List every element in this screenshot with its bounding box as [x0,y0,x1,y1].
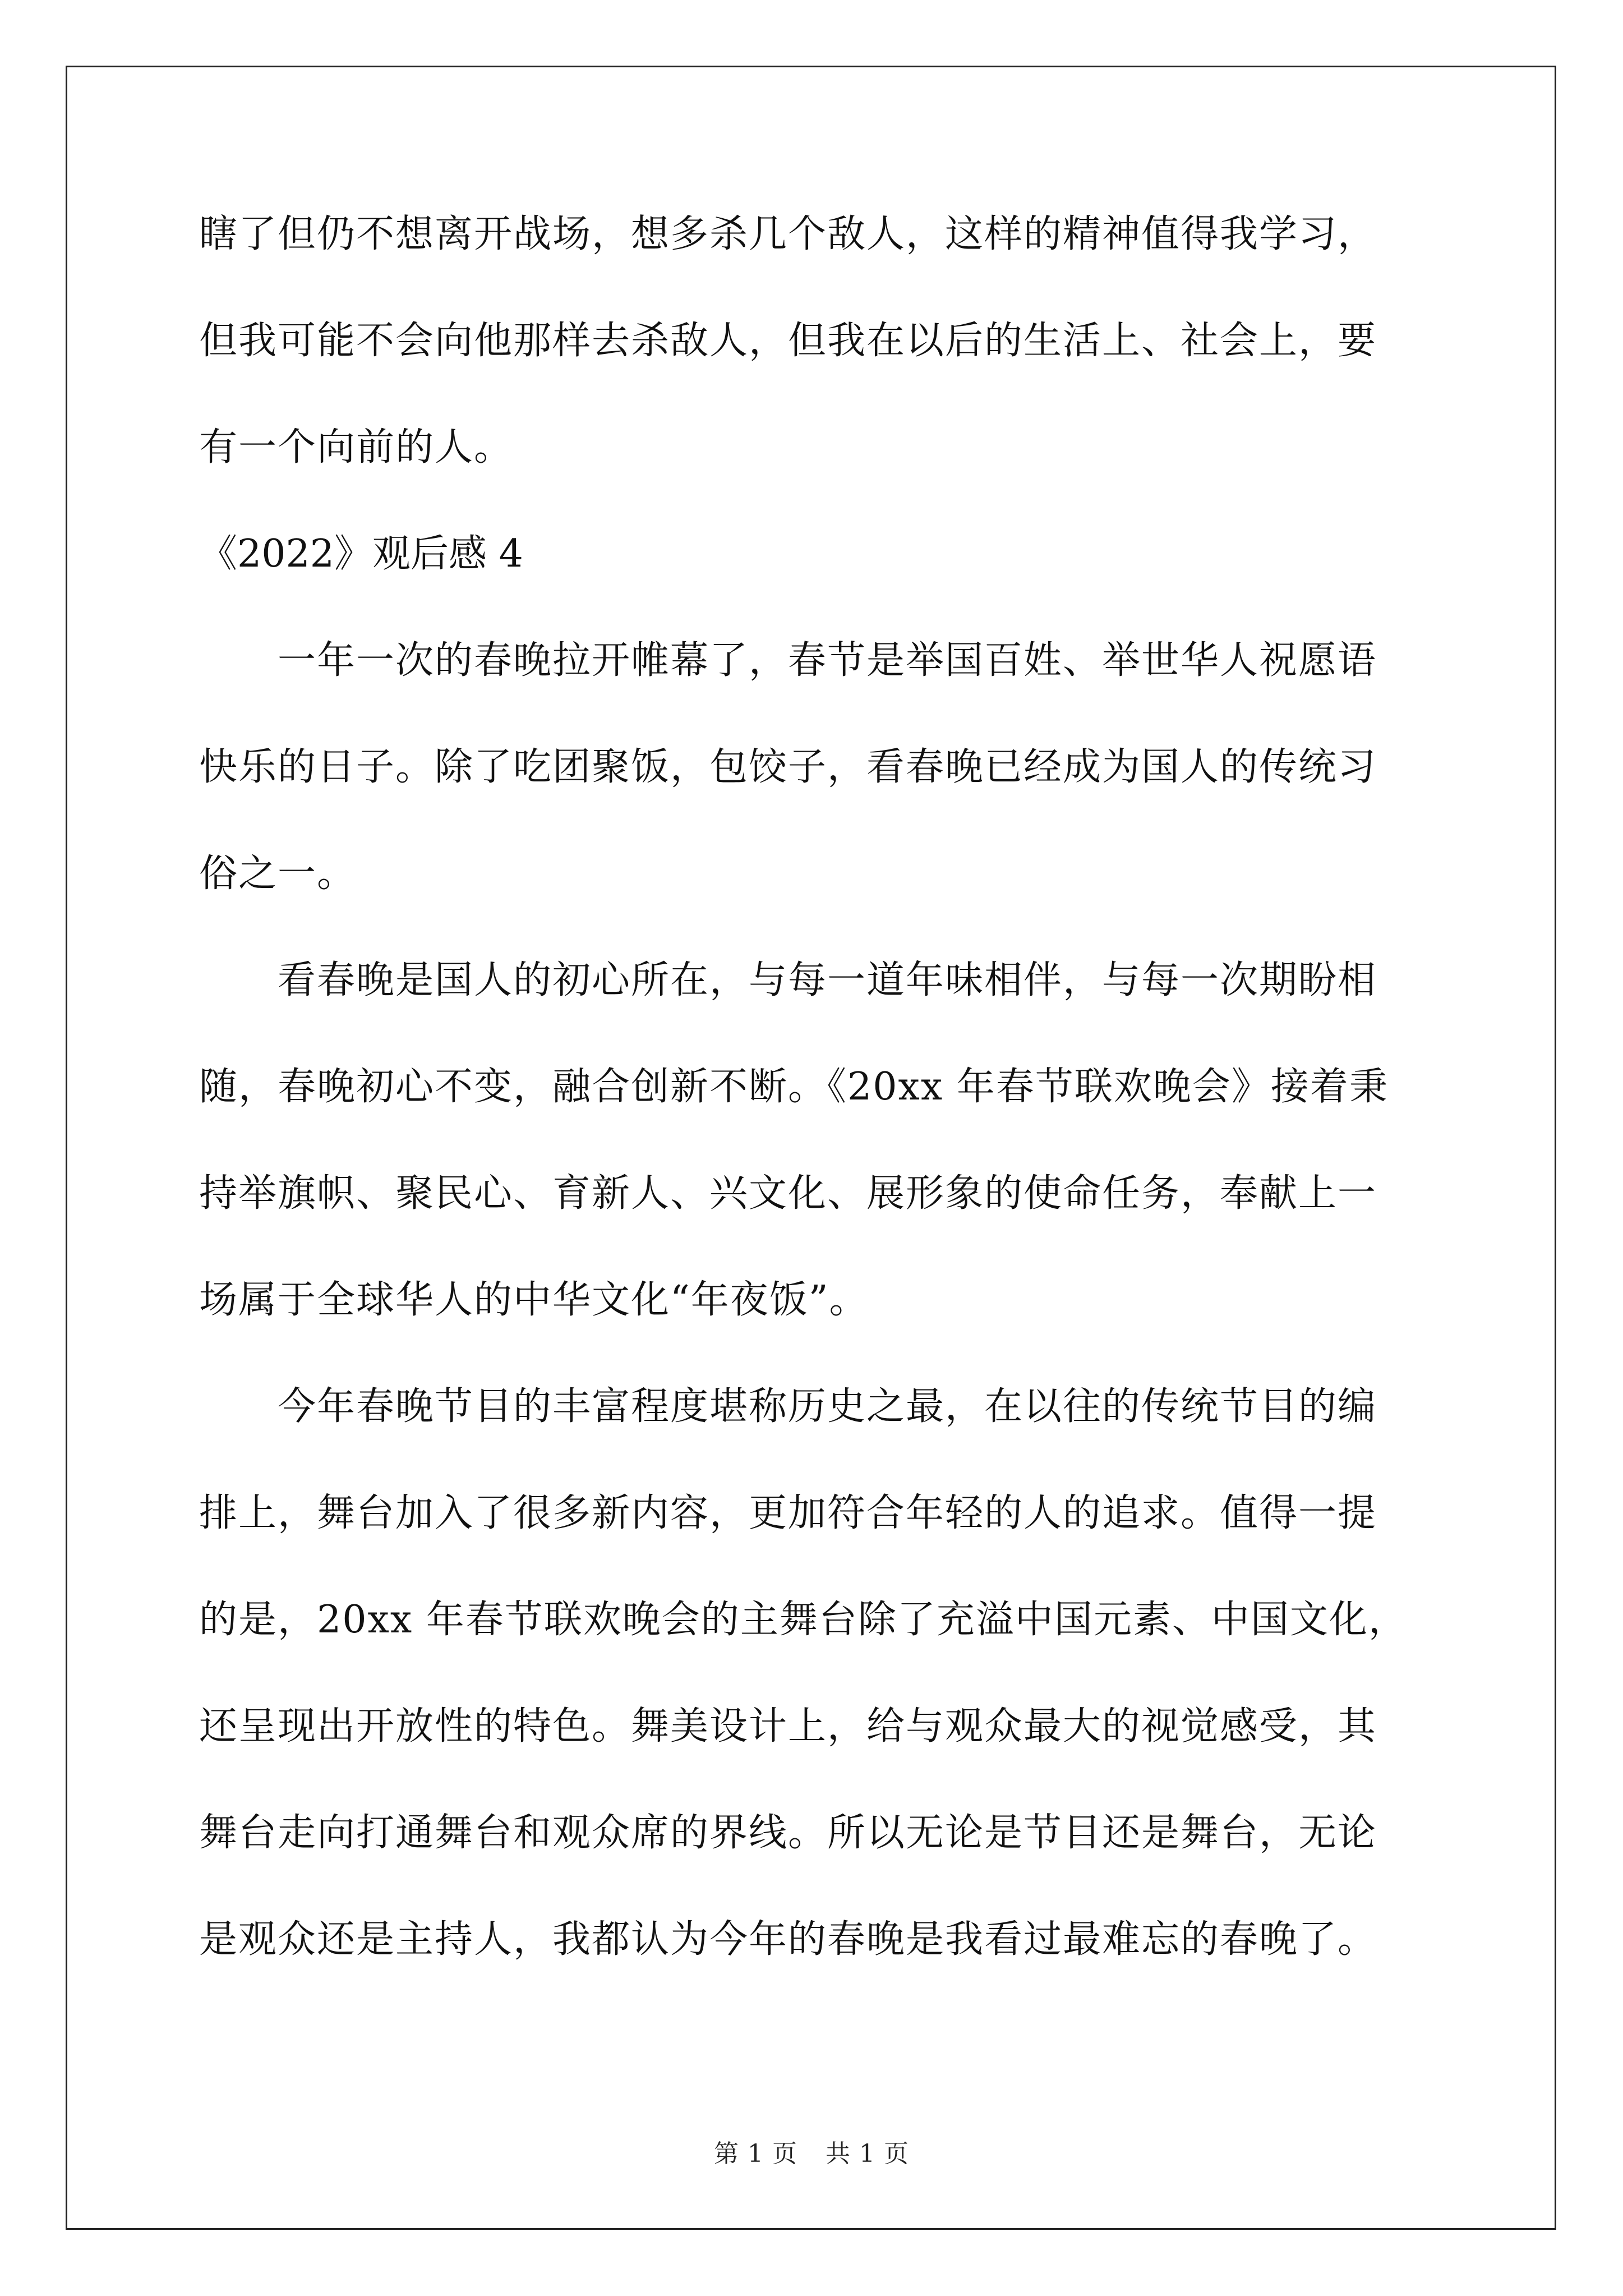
text-line: 排上，舞台加入了很多新内容，更加符合年轻的人的追求。值得一提 [199,1491,1377,1535]
page-number-current: 第 1 页 [714,2139,797,2168]
document-body [199,208,1433,2019]
text-line: 还呈现出开放性的特色。舞美设计上，给与观众最大的视觉感受，其 [199,1704,1377,1749]
text-line: 瞎了但仍不想离开战场，想多杀几个敌人，这样的精神值得我学习， [199,212,1377,256]
page-footer [0,2137,1623,2171]
paragraph-first-line: 一年一次的春晚拉开帷幕了，春节是举国百姓、举世华人祝愿语 [278,638,1377,683]
paragraph-first-line: 今年春晚节目的丰富程度堪称历史之最，在以往的传统节目的编 [278,1384,1377,1429]
text-line: 随，春晚初心不变，融合创新不断。《20xx 年春节联欢晚会》接着秉 [199,1065,1389,1109]
text-line: 有一个向前的人。 [199,425,514,470]
text-line: 的是，20xx 年春节联欢晚会的主舞台除了充溢中国元素、中国文化， [199,1598,1408,1642]
text-line: 场属于全球华人的中华文化“年夜饭”。 [199,1278,869,1322]
text-line: 但我可能不会向他那样去杀敌人，但我在以后的生活上、社会上，要 [199,319,1377,363]
paragraph-first-line: 看春晚是国人的初心所在，与每一道年味相伴，与每一次期盼相 [278,958,1377,1002]
text-line: 俗之一。 [199,852,357,896]
section-heading: 《2022》观后感 4 [199,532,523,576]
text-line: 是观众还是主持人，我都认为今年的春晚是我看过最难忘的春晚了。 [199,1917,1377,1962]
text-line: 快乐的日子。除了吃团聚饭，包饺子，看春晚已经成为国人的传统习 [199,745,1377,789]
text-line: 舞台走向打通舞台和观众席的界线。所以无论是节目还是舞台，无论 [199,1811,1377,1855]
page-number-total: 共 1 页 [826,2139,909,2168]
text-line: 持举旗帜、聚民心、育新人、兴文化、展形象的使命任务，奉献上一 [199,1171,1377,1216]
